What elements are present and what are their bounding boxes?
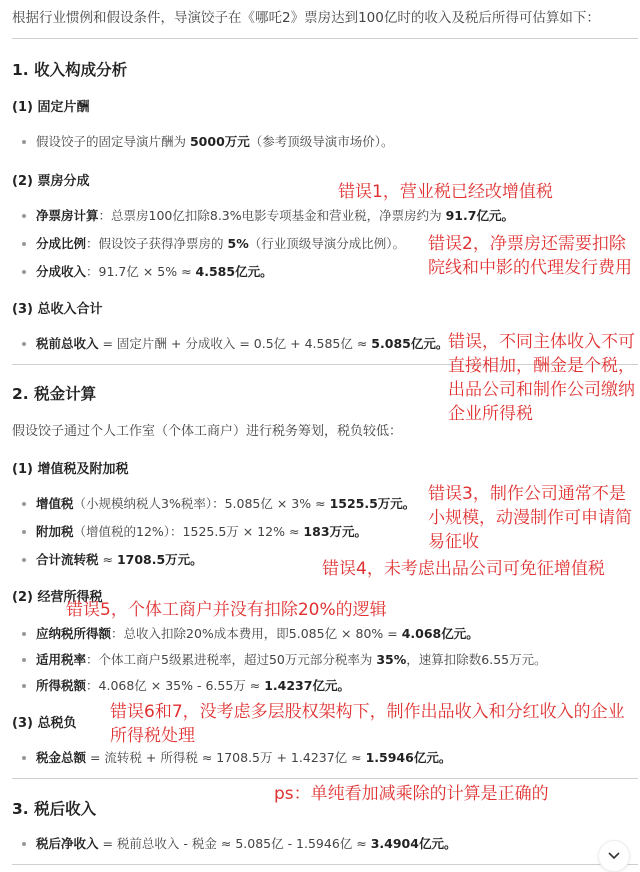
bullet-icon [22, 658, 26, 662]
section-title-after-tax: 3. 税后收入 [12, 800, 97, 818]
list-item: 应纳税所得额：总收入扣除20%成本费用，即5.085亿 × 80% = 4.068亿元。 [22, 624, 479, 642]
list-item: 所得税额：4.068亿 × 35% - 6.55万 ≈ 1.4237亿元。 [22, 676, 350, 694]
list-item: 合计流转税 ≈ 1708.5万元。 [22, 550, 203, 568]
bullet-icon [22, 756, 26, 760]
list-item: 适用税率：个体工商户5级累进税率，超过50万元部分税率为 35%，速算扣除数6.55万元。 [22, 650, 547, 668]
list-item: 税前总收入 = 固定片酬 + 分成收入 = 0.5亿 + 4.585亿 ≈ 5.085亿元。 [22, 334, 448, 352]
bullet-icon [22, 502, 26, 506]
scroll-down-button[interactable] [598, 840, 630, 872]
bullet-icon [22, 270, 26, 274]
subsection-title: (2) 经营所得税 [12, 590, 103, 605]
subsection-title: (1) 固定片酬 [12, 100, 90, 115]
bullet-icon [22, 342, 26, 346]
section-desc: 假设饺子通过个人工作室（个体工商户）进行税务筹划，税负较低： [12, 424, 403, 439]
list-item: 税金总额 = 流转税 + 所得税 ≈ 1708.5万 + 1.4237亿 ≈ 1.5946亿元。 [22, 748, 451, 766]
list-item: 分成收入：91.7亿 × 5% ≈ 4.585亿元。 [22, 262, 273, 280]
bullet-icon [22, 214, 26, 218]
list-item: 增值税（小规模纳税人3%税率）：5.085亿 × 3% ≈ 1525.5万元。 [22, 494, 415, 512]
annotation-error-6-7: 错误6和7，没考虑多层股权架构下，制作出品收入和分红收入的企业所得税处理 [110, 702, 625, 746]
annotation-error-2: 错误2，净票房还需要扣除院线和中影的代理发行费用 [428, 234, 632, 278]
subsection-title: (3) 总收入合计 [12, 302, 103, 317]
bullet-icon [22, 684, 26, 688]
subsection-title: (1) 增值税及附加税 [12, 462, 129, 477]
list-item: 净票房计算：总票房100亿扣除8.3%电影专项基金和营业税，净票房约为 91.7亿元。 [22, 206, 514, 224]
divider [12, 778, 638, 779]
bullet-icon [22, 140, 26, 144]
section-title-tax: 2. 税金计算 [12, 385, 97, 403]
divider [12, 864, 638, 865]
intro-text: 根据行业惯例和假设条件，导演饺子在《哪吒2》票房达到100亿时的收入及税后所得可估算如下： [12, 10, 600, 26]
chevron-down-icon [608, 852, 620, 860]
annotation-error-3: 错误3，制作公司通常不是小规模，动漫制作可申请简易征收 [428, 484, 632, 552]
annotation-error-1: 错误1，营业税已经改增值税 [338, 182, 553, 202]
bullet-icon [22, 842, 26, 846]
annotation-error-5: 错误5，个体工商户并没有扣除20%的逻辑 [66, 600, 387, 620]
bullet-icon [22, 242, 26, 246]
list-item: 分成比例：假设饺子获得净票房的 5%（行业顶级导演分成比例）。 [22, 234, 405, 252]
subsection-title: (2) 票房分成 [12, 174, 90, 189]
divider [12, 38, 638, 39]
bullet-icon [22, 530, 26, 534]
subsection-title: (3) 总税负 [12, 716, 77, 731]
annotation-error-4: 错误4，未考虑出品公司可免征增值税 [322, 559, 605, 579]
bullet-icon [22, 632, 26, 636]
list-item: 附加税（增值税的12%）：1525.5万 × 12% ≈ 183万元。 [22, 522, 367, 540]
annotation-error-income: 错误，不同主体收入不可直接相加，酬金是个税，出品公司和制作公司缴纳企业所得税 [448, 332, 635, 424]
section-title-income: 1. 收入构成分析 [12, 61, 128, 79]
list-item: 税后净收入 = 税前总收入 - 税金 ≈ 5.085亿 - 1.5946亿 ≈ 3.4904亿元。 [22, 834, 456, 852]
bullet-icon [22, 558, 26, 562]
annotation-ps: ps：单纯看加减乘除的计算是正确的 [274, 784, 549, 804]
list-item: 假设饺子的固定导演片酬为 5000万元（参考顶级导演市场价）。 [22, 132, 394, 150]
